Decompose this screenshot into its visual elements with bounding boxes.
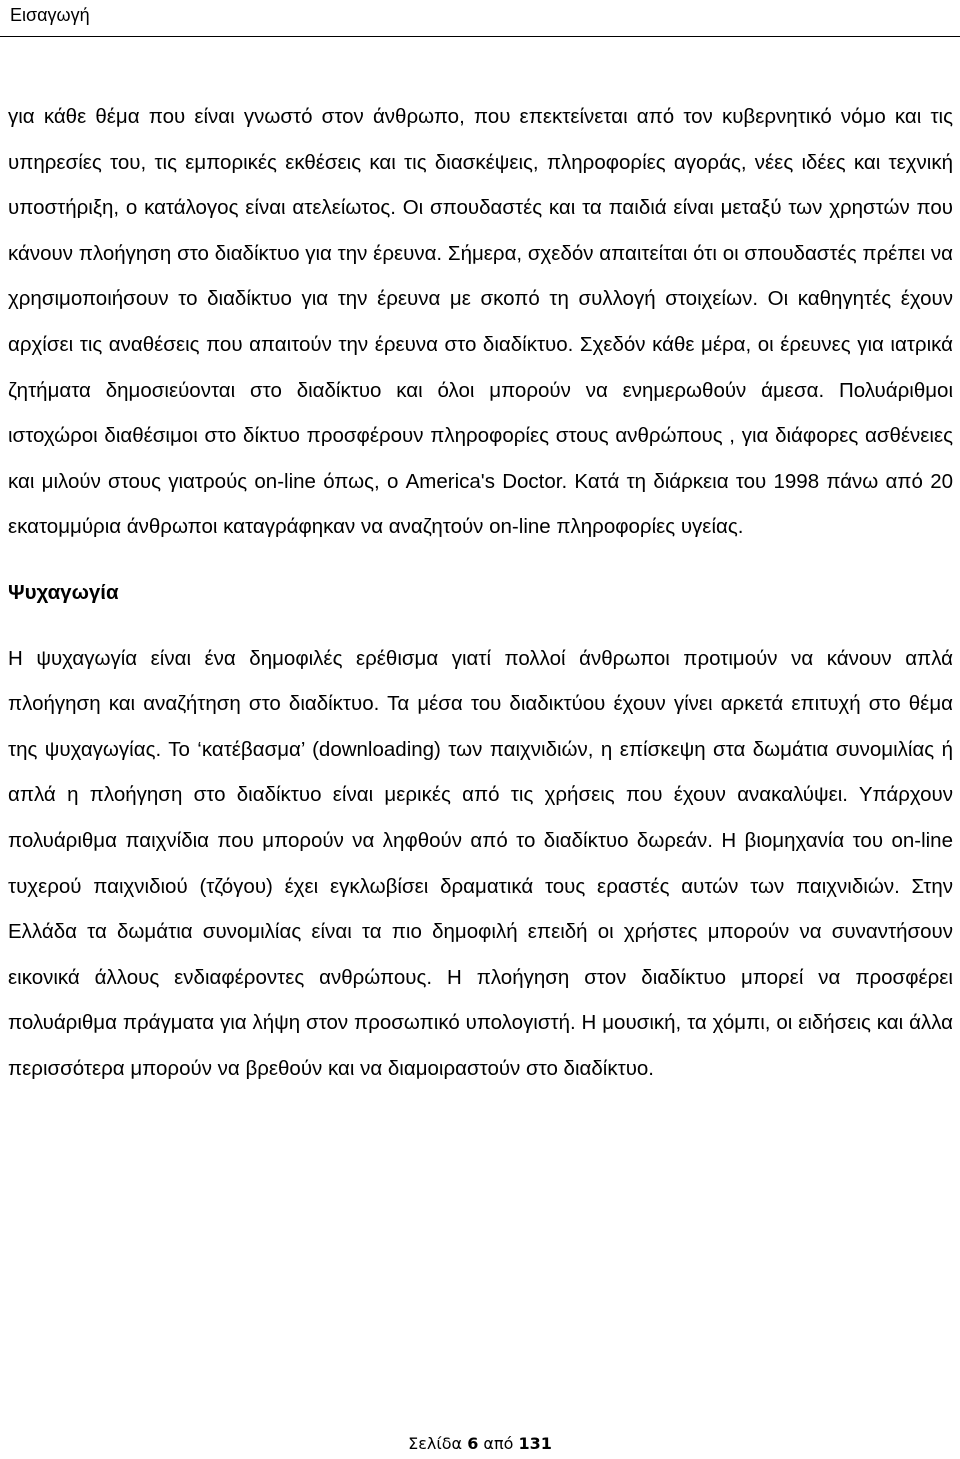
page-header	[0, 0, 960, 38]
document-body	[8, 94, 953, 1091]
footer-current-page: 6	[467, 1434, 479, 1453]
footer-page-label: Σελίδα	[408, 1434, 463, 1453]
page-footer	[0, 1434, 960, 1454]
footer-total-pages: 131	[518, 1434, 552, 1453]
footer-of-label: από	[483, 1434, 514, 1453]
header-divider	[0, 36, 960, 37]
intro-paragraph: για κάθε θέμα που είναι γνωστό στον άνθρωπο, που επεκτείνεται από τον κυβερνητικό νόμο και τις υπηρεσίες του, τις εμπορικές εκθέσεις και τις διασκέψεις, πληροφορίες αγοράς, νέες ιδέες και τεχνική υποστήριξη, ο κατάλογος είναι ατελείωτος. Οι σπουδαστές και τα παιδιά είναι μεταξύ των χρηστών που κάνουν πλοήγηση στο διαδίκτυο για την έρευνα. Σήμερα, σχεδόν απαιτείται ότι οι σπουδαστές πρέπει να χρησιμοποιήσουν το διαδίκτυο για την έρευνα με σκοπό τη συλλογή στοιχείων. Οι καθηγητές έχουν αρχίσει τις αναθέσεις που απαιτούν την έρευνα στο διαδίκτυο. Σχεδόν κάθε μέρα, οι έρευνες για ιατρικά ζητήματα δημοσιεύονται στο διαδίκτυο και όλοι μπορούν να ενημερωθούν άμεσα. Πολυάριθμοι ιστοχώροι διαθέσιμοι στο δίκτυο προσφέρουν πληροφορίες στους ανθρώπους , για διάφορες ασθένειες και μιλούν στους γιατρούς on-line όπως, ο America's Doctor. Κατά τη διάρκεια του 1998 πάνω από 20 εκατομμύρια άνθρωποι καταγράφηκαν να αναζητούν on-line πληροφορίες υγείας.	[8, 105, 953, 539]
section-heading-entertainment: Ψυχαγωγία	[8, 580, 119, 604]
header-title: Εισαγωγή	[10, 5, 90, 25]
entertainment-paragraph: Η ψυχαγωγία είναι ένα δημοφιλές ερέθισμα γιατί πολλοί άνθρωποι προτιμούν να κάνουν απλά πλοήγηση και αναζήτηση στο διαδίκτυο. Τα μέσα του διαδικτύου έχουν γίνει αρκετά επιτυχή στο θέμα της ψυχαγωγίας. Το ‘κατέβασμα’ (downloading) των παιχνιδιών, η επίσκεψη στα δωμάτια συνομιλίας ή απλά η πλοήγηση στο διαδίκτυο είναι μερικές από τις χρήσεις που έχουν ανακαλύψει. Υπάρχουν πολυάριθμα παιχνίδια που μπορούν να ληφθούν από το διαδίκτυο δωρεάν. Η βιομηχανία του on-line τυχερού παιχνιδιού (τζόγου) έχει εγκλωβίσει δραματικά τους εραστές αυτών των παιχνιδιών. Στην Ελλάδα τα δωμάτια συνομιλίας είναι τα πιο δημοφιλή επειδή οι χρήστες μπορούν να συναντήσουν εικονικά άλλους ενδιαφέροντες ανθρώπους. Η πλοήγηση στον διαδίκτυο μπορεί να προσφέρει πολυάριθμα πράγματα για λήψη στον προσωπικό υπολογιστή. Η μουσική, τα χόμπι, οι ειδήσεις και άλλα περισσότερα μπορούν να βρεθούν και να διαμοιραστούν στο διαδίκτυο.	[8, 646, 953, 1080]
